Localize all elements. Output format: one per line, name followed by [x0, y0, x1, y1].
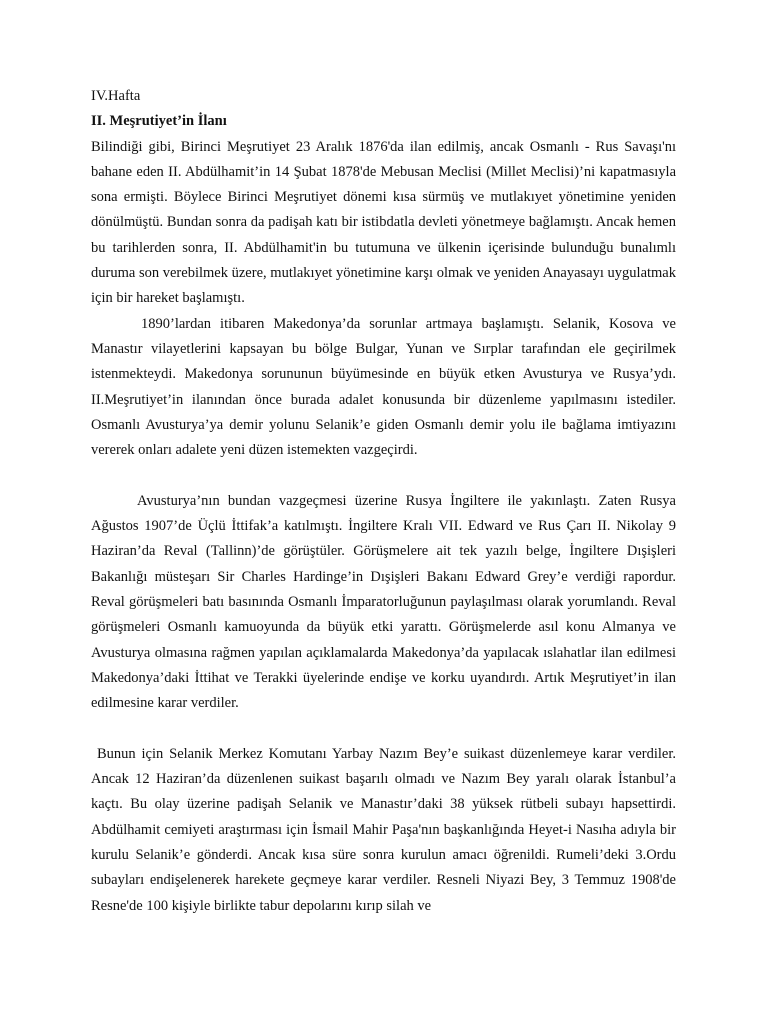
paragraph-2: 1890’lardan itibaren Makedonya’da sorunlar artmaya başlamıştı. Selanik, Kosova ve Manastır vilayetlerini kapsayan bu bölge Bulgar, Yunan ve Sırplar tarafından ele geçirilmek istenmekteydi. Makedonya sorununun büyümesinde en büyük etken Avusturya ve Rusya’ydı. II.Meşrutiyet’in ilanından önce burada adalet konusunda bir düzenleme yapılmasını istediler. Osmanlı Avusturya’ya demir yolunu Selanik’e giden Osmanlı demir yolu ile bağlama imtiyazını vererek onları adalete yeni düzen istemekten vazgeçirdi. [91, 315, 676, 459]
paragraph-1: Bilindiği gibi, Birinci Meşrutiyet 23 Aralık 1876'da ilan edilmiş, ancak Osmanlı - Rus Savaşı'nı bahane eden II. Abdülhamit’in 14 Şubat 1878'de Mebusan Meclisi (Millet Meclisi)’ni kapatmasıyla sona ermişti. Böylece Birinci Meşrutiyet dönemi kısa sürmüş ve mutlakıyet yönetimine yeniden dönülmüştü. Bundan sonra da padişah katı bir istibdatla devleti yönetmeye bağlamıştı. Ancak hemen bu tarihlerden sonra, II. Abdülhamit'in bu tutumuna ve ülkenin içerisinde bulunduğu bunalımlı duruma son verebilmek üzere, mutlakıyet yönetimine karşı olmak ve yeniden Anayasayı uygulatmak için bir hareket başlamıştı. [91, 138, 676, 307]
paragraph-3: Avusturya’nın bundan vazgeçmesi üzerine Rusya İngiltere ile yakınlaştı. Zaten Rusya Ağustos 1907’de Üçlü İttifak’a katılmıştı. İngiltere Kralı VII. Edward ve Rus Çarı II. Nikolay 9 Haziran’da Reval (Tallinn)’de görüştüler. Görüşmelere ait tek yazılı belge, İngiltere Dışişleri Bakanlığı müsteşarı Sir Charles Hardinge’in Dışişleri Bakanı Edward Grey’e verdiği rapordur. Reval görüşmeleri batı basınında Osmanlı İmparatorluğunun paylaşılması olarak yorumlandı. Reval görüşmeleri Osmanlı kamuoyunda da büyük etki yarattı. Görüşmelerde asıl konu Almanya ve Avusturya olmasına rağmen yapılan açıklamalarda Makedonya’da yapılacak ıslahatlar ilan edilmesi Makedonya’daki İttihat ve Terakki üyelerinde endişe ve korku uyandırdı. Artık Meşrutiyet’in ilan edilmesine karar verdiler. [91, 492, 676, 712]
week-label: IV.Hafta [91, 88, 141, 104]
paragraph-4: Bunun için Selanik Merkez Komutanı Yarbay Nazım Bey’e suikast düzenlemeye karar verdiler. Ancak 12 Haziran’da düzenlenen suikast başarılı olmadı ve Nazım Bey yaralı olarak İstanbul’a kaçtı. Bu olay üzerine padişah Selanik ve Manastır’daki 38 yüksek rütbeli subayı hapsettirdi. Abdülhamit cemiyeti araştırması için İsmail Mahir Paşa'nın başkanlığında Heyet-i Nasıha adıyla bir kurulu Selanik’e gönderdi. Ancak kısa süre sonra kurulun amacı öğrenildi. Rumeli’deki 3.Ordu subayları endişelenerek harekete geçmeye karar verdiler. Resneli Niyazi Bey, 3 Temmuz 1908'de Resne'de 100 kişiyle birlikte tabur depolarını kırıp silah ve [91, 745, 676, 914]
section-title: II. Meşrutiyet’in İlanı [91, 113, 227, 130]
paragraph-spacer [91, 716, 676, 741]
paragraph-spacer [91, 463, 676, 488]
